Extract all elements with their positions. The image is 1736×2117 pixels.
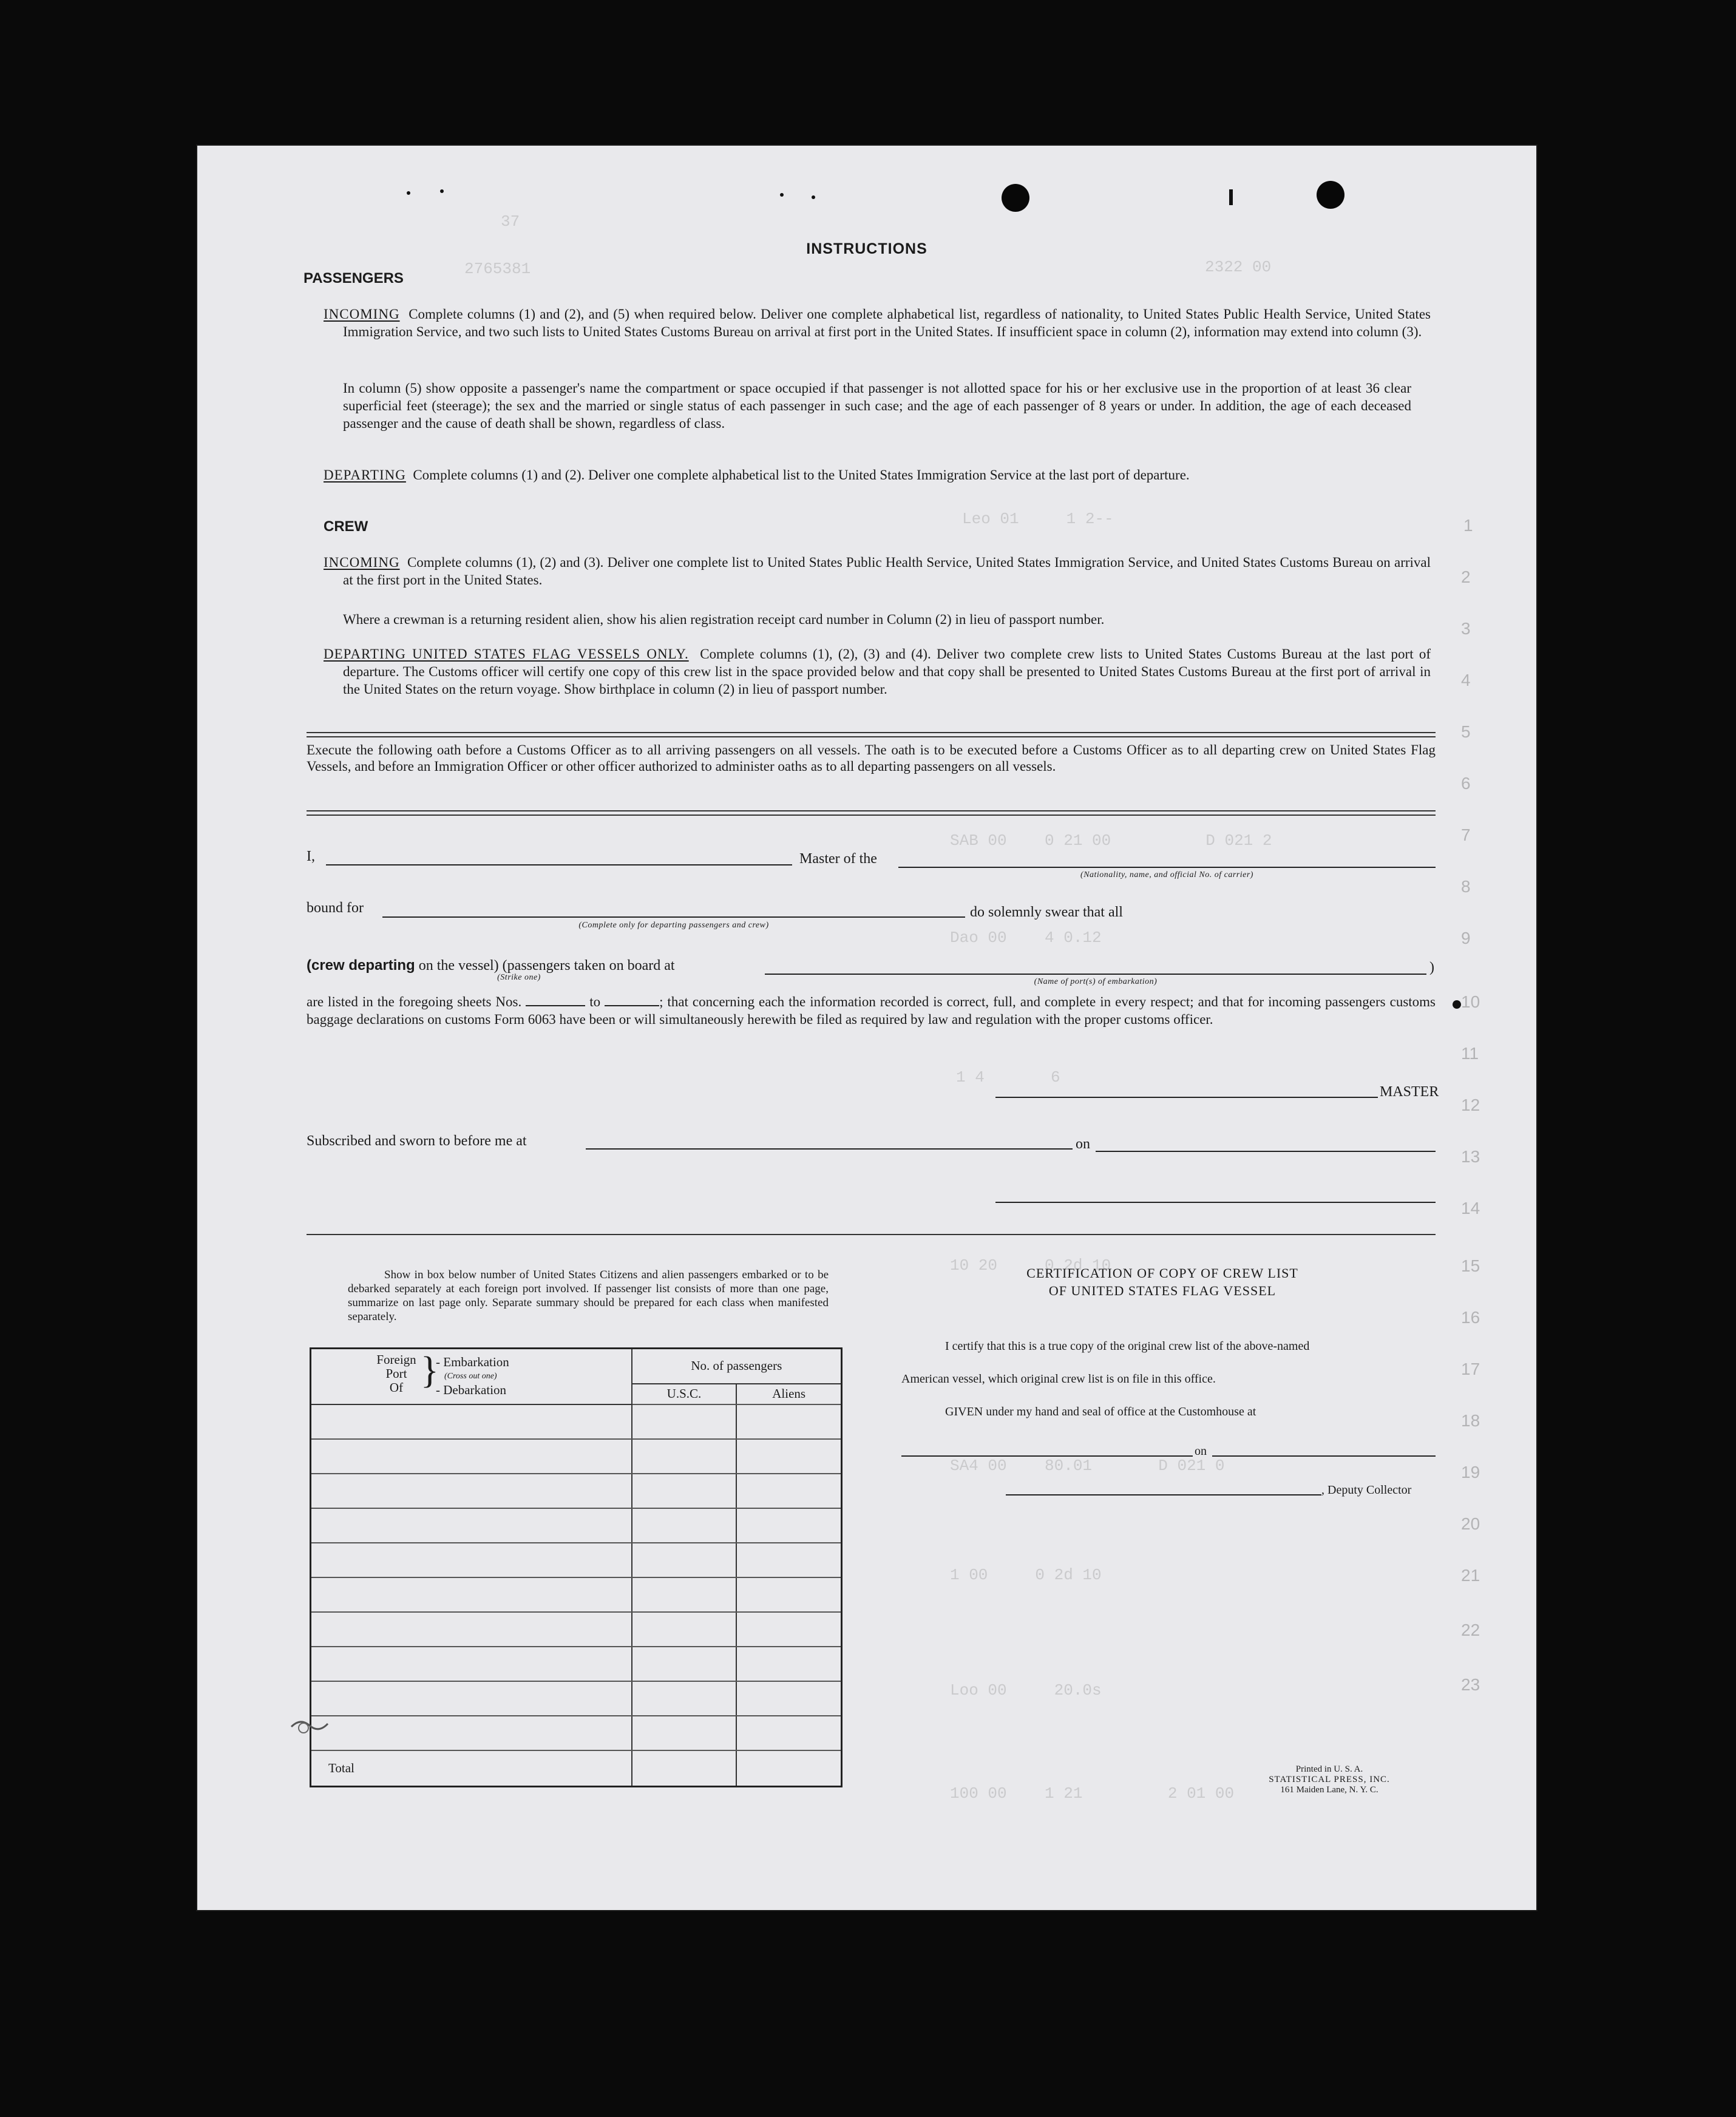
divider-double [307,732,1436,737]
certification-on-label: on [1195,1445,1207,1458]
port-cell[interactable] [311,1439,632,1474]
port-label: Port [385,1366,407,1381]
passengers-heading: PASSENGERS [303,270,404,286]
deputy-signature-field[interactable] [1006,1494,1321,1495]
certification-title-line2: OF UNITED STATES FLAG VESSEL [1048,1283,1277,1298]
margin-number: 22 [1461,1621,1480,1639]
port-cell[interactable] [311,1404,632,1439]
margin-number: 16 [1461,1308,1480,1327]
usc-cell[interactable] [632,1404,737,1439]
printer-line2: STATISTICAL PRESS, INC. [1269,1775,1390,1784]
divider-section [307,1234,1436,1235]
punch-hole-right [1317,181,1344,209]
certify-text-a: I certify that this is a true copy of the original crew list of the above-named [945,1340,1310,1353]
close-paren: ) [1429,960,1434,975]
port-caption: (Name of port(s) of embarkation) [1034,977,1158,986]
complete-only-caption: (Complete only for departing passengers and crew) [578,921,769,930]
usc-cell[interactable] [632,1647,737,1681]
aliens-cell[interactable] [736,1716,841,1750]
usc-cell[interactable] [632,1474,737,1508]
speck [440,189,444,193]
margin-number: 7 [1461,825,1471,844]
sheet-from-field[interactable] [526,994,585,1006]
margin-number: 6 [1461,774,1471,793]
margin-number: 20 [1461,1514,1480,1533]
crew-incoming-label: INCOMING [324,555,400,570]
crew-heading: CREW [324,518,368,535]
certification-date-field[interactable] [1212,1455,1436,1457]
bleed-through: 10 20 0 2d 10 [950,1256,1111,1275]
embarkation-option[interactable]: - Embarkation [436,1355,509,1369]
crew-returning-paragraph: Where a crewman is a returning resident alien, show his alien registration receipt card number in Column (2) in lieu of passport number. [343,612,1105,627]
margin-number: 8 [1461,877,1471,896]
margin-number: 23 [1461,1675,1480,1694]
margin-number: 1 [1463,516,1473,535]
table-row [311,1681,842,1716]
master-label: MASTER [1380,1084,1439,1100]
margin-number: 11 [1461,1044,1479,1063]
speck [780,193,784,197]
usc-cell[interactable] [632,1439,737,1474]
sheet-to-field[interactable] [605,994,659,1006]
form-page [197,146,1536,1910]
certification-title-line1: CERTIFICATION OF COPY OF CREW LIST [1026,1265,1298,1281]
passengers-departing-paragraph [324,466,1431,484]
table-row [311,1577,842,1612]
margin-number: 5 [1461,722,1471,741]
customhouse-field[interactable] [901,1455,1193,1457]
oath-listed-paragraph [307,993,1436,1028]
bleed-through: Loo 00 20.0s [950,1681,1102,1699]
swear-text: do solemnly swear that all [970,904,1123,920]
aliens-cell[interactable] [736,1404,841,1439]
margin-number: 10 [1461,992,1480,1011]
total-row [311,1750,842,1787]
page-title: INSTRUCTIONS [806,240,927,257]
foreign-label: Foreign [376,1352,416,1367]
speck [1453,1000,1461,1009]
aliens-cell[interactable] [736,1612,841,1647]
summary-instruction: Show in box below number of United States Citizens and alien passengers embarked or to be debarked separately at each foreign port involved. If passenger list consists of more than one page, summarize on last page only. Separate summary should be prepared for each class when manifested separately. [348,1269,829,1323]
usc-cell[interactable] [632,1508,737,1543]
printer-line1: Printed in U. S. A. [1295,1764,1363,1774]
table-row [311,1543,842,1577]
bleed-through: 1 4 6 [956,1068,1060,1086]
listed-text-a: are listed in the foregoing sheets Nos. [307,994,522,1009]
margin-number: 18 [1461,1411,1480,1430]
subscribed-date-field[interactable] [1096,1151,1436,1152]
passenger-summary-table [310,1347,843,1787]
margin-number: 4 [1461,671,1471,689]
listed-text-b: ; that concerning each the information recorded is correct, full, and complete in every respect; and that for incoming passengers customs baggage declarations on customs Form 6063 have been or will simultaneously herewith be filed as required by law and regulation with the proper customs officer. [307,994,1436,1027]
bleed-through: 1 00 0 2d 10 [950,1566,1102,1584]
total-aliens-cell[interactable] [736,1750,841,1787]
embarkation-port-field[interactable] [765,974,1426,975]
master-name-field[interactable] [326,864,792,865]
aliens-cell[interactable] [736,1439,841,1474]
port-cell[interactable] [311,1577,632,1612]
bleed-through: 37 [501,212,520,231]
speck [1229,189,1233,205]
aliens-cell[interactable] [736,1577,841,1612]
port-cell[interactable] [311,1474,632,1508]
bound-for-label: bound for [307,900,364,916]
of-label: Of [389,1380,404,1395]
margin-number: 17 [1461,1360,1480,1378]
bleed-through: SA4 00 80.01 D 021 0 [950,1457,1225,1475]
nationality-caption: (Nationality, name, and official No. of carrier) [1080,870,1253,879]
table-row [311,1404,842,1439]
debarkation-option[interactable]: - Debarkation [436,1383,507,1397]
usc-header: U.S.C. [632,1384,737,1404]
officer-signature-field[interactable] [995,1202,1436,1203]
table-row [311,1439,842,1474]
bleed-through: SAB 00 0 21 00 D 021 2 [950,832,1272,850]
usc-cell[interactable] [632,1577,737,1612]
bound-for-field[interactable] [382,916,965,918]
cross-out-caption: (Cross out one) [444,1372,497,1381]
aliens-cell[interactable] [736,1681,841,1716]
margin-number: 9 [1461,929,1471,947]
master-signature-field[interactable] [995,1097,1378,1098]
margin-number: 21 [1461,1566,1480,1585]
crew-departing-label: DEPARTING UNITED STATES FLAG VESSELS ONLY. [324,646,689,662]
crew-passengers-line [307,957,675,974]
aliens-cell[interactable] [736,1543,841,1577]
brace-icon: } [421,1350,439,1391]
usc-cell[interactable] [632,1716,737,1750]
table-row [311,1647,842,1681]
passengers-incoming-label: INCOMING [324,307,400,322]
port-cell[interactable] [311,1647,632,1681]
total-usc-cell[interactable] [632,1750,737,1787]
usc-cell[interactable] [632,1681,737,1716]
passengers-column5-paragraph: In column (5) show opposite a passenger's name the compartment or space occupied if that passenger is not allotted space for his or her exclusive use in the proportion of at least 36 clear superficial feet (steerage); the sex and the married or single status of each passenger in such case; and the age of each passenger of 8 years or under. In addition, the age of each deceased passenger and the cause of death shall be shown, regardless of class. [343,381,1411,431]
passengers-incoming-paragraph [324,305,1431,340]
port-cell[interactable] [311,1508,632,1543]
port-cell[interactable] [311,1681,632,1716]
crew-incoming-paragraph [324,554,1431,589]
table-row [311,1716,842,1750]
certify-text-b: American vessel, which original crew list is on file in this office. [901,1372,1216,1386]
port-cell[interactable] [311,1612,632,1647]
oath-i-label: I, [307,848,315,864]
usc-cell[interactable] [632,1612,737,1647]
subscribed-on-label: on [1076,1136,1090,1152]
listed-to: to [589,994,601,1009]
passengers-taken-option[interactable]: (passengers taken on board at [502,958,675,974]
vessel-name-field[interactable] [898,867,1436,868]
speck [407,191,410,195]
margin-number: 14 [1461,1199,1480,1218]
aliens-cell[interactable] [736,1508,841,1543]
subscribed-place-field[interactable] [586,1148,1073,1150]
margin-number: 19 [1461,1463,1480,1482]
crew-departing-text: Complete columns (1), (2), (3) and (4). Deliver two complete crew lists to United States Customs Bureau at the last port of departure. The Customs officer will certify one copy of this crew list in the space provided below and that copy shall be presented to United States Customs Bureau at the first port of arrival in the United States on the return voyage. Show birthplace in column (2) in lieu of passport number. [343,646,1431,697]
port-cell[interactable] [311,1543,632,1577]
table-row [311,1474,842,1508]
no-of-passengers-header: No. of passengers [632,1349,842,1384]
certification-title [956,1264,1369,1299]
printer-imprint [1229,1764,1429,1795]
table-row [311,1508,842,1543]
crew-incoming-text: Complete columns (1), (2) and (3). Deliver one complete list to United States Public Health Service, United States Immigration Service, and United States Customs Bureau on arrival at the first port in the United States. [343,555,1431,588]
aliens-cell[interactable] [736,1474,841,1508]
crew-departing-paragraph [324,645,1431,698]
passengers-incoming-text: Complete columns (1) and (2), and (5) when required below. Deliver one complete alphabetical list, regardless of nationality, to United States Public Health Service, United States Immigration Service, and two such lists to United States Customs Bureau on arrival at first port in the United States. If insufficient space in column (2), information may extend into column (3). [343,307,1431,339]
margin-number: 13 [1461,1147,1480,1166]
bleed-through: Leo 01 1 2-- [962,510,1114,528]
bleed-through: 100 00 1 21 2 01 00 [950,1784,1235,1803]
margin-number: 2 [1461,567,1471,586]
speck [812,195,815,199]
bleed-through: 2322 00 [1205,258,1272,276]
aliens-header: Aliens [736,1384,841,1404]
master-of-the-label: Master of the [799,851,877,867]
total-label: Total [311,1750,632,1787]
given-text: GIVEN under my hand and seal of office at the Customhouse at [945,1405,1256,1418]
bleed-through: 2765381 [464,260,531,278]
punch-hole-left [1002,184,1029,212]
usc-cell[interactable] [632,1543,737,1577]
on-the-vessel-text: on the vessel) [418,958,499,974]
aliens-cell[interactable] [736,1647,841,1681]
bleed-through: Dao 00 4 0.12 [950,929,1102,947]
table-row [311,1612,842,1647]
deputy-collector-label: , Deputy Collector [1321,1483,1412,1497]
passengers-departing-label: DEPARTING [324,467,406,483]
oath-instruction: Execute the following oath before a Customs Officer as to all arriving passengers on all vessels. The oath is to be executed before a Customs Officer as to all departing crew on United States Flag Vessels, and before an Immigration Officer or other officer authorized to administer oaths as to all departing passengers on all vessels. [307,742,1436,774]
printer-line3: 161 Maiden Lane, N. Y. C. [1280,1785,1378,1795]
passengers-departing-text: Complete columns (1) and (2). Deliver one complete alphabetical list to the United States Immigration Service at the last port of departure. [413,467,1190,483]
port-cell[interactable] [311,1716,632,1750]
strike-one-caption: (Strike one) [497,973,541,982]
stamp-mark-icon [288,1715,331,1739]
margin-number: 15 [1461,1256,1480,1275]
margin-number: 3 [1461,619,1471,638]
port-header-cell [311,1349,632,1404]
divider-double [307,810,1436,816]
subscribed-label: Subscribed and sworn to before me at [307,1133,527,1149]
crew-departing-option[interactable]: (crew departing [307,957,415,974]
margin-number: 12 [1461,1096,1480,1114]
